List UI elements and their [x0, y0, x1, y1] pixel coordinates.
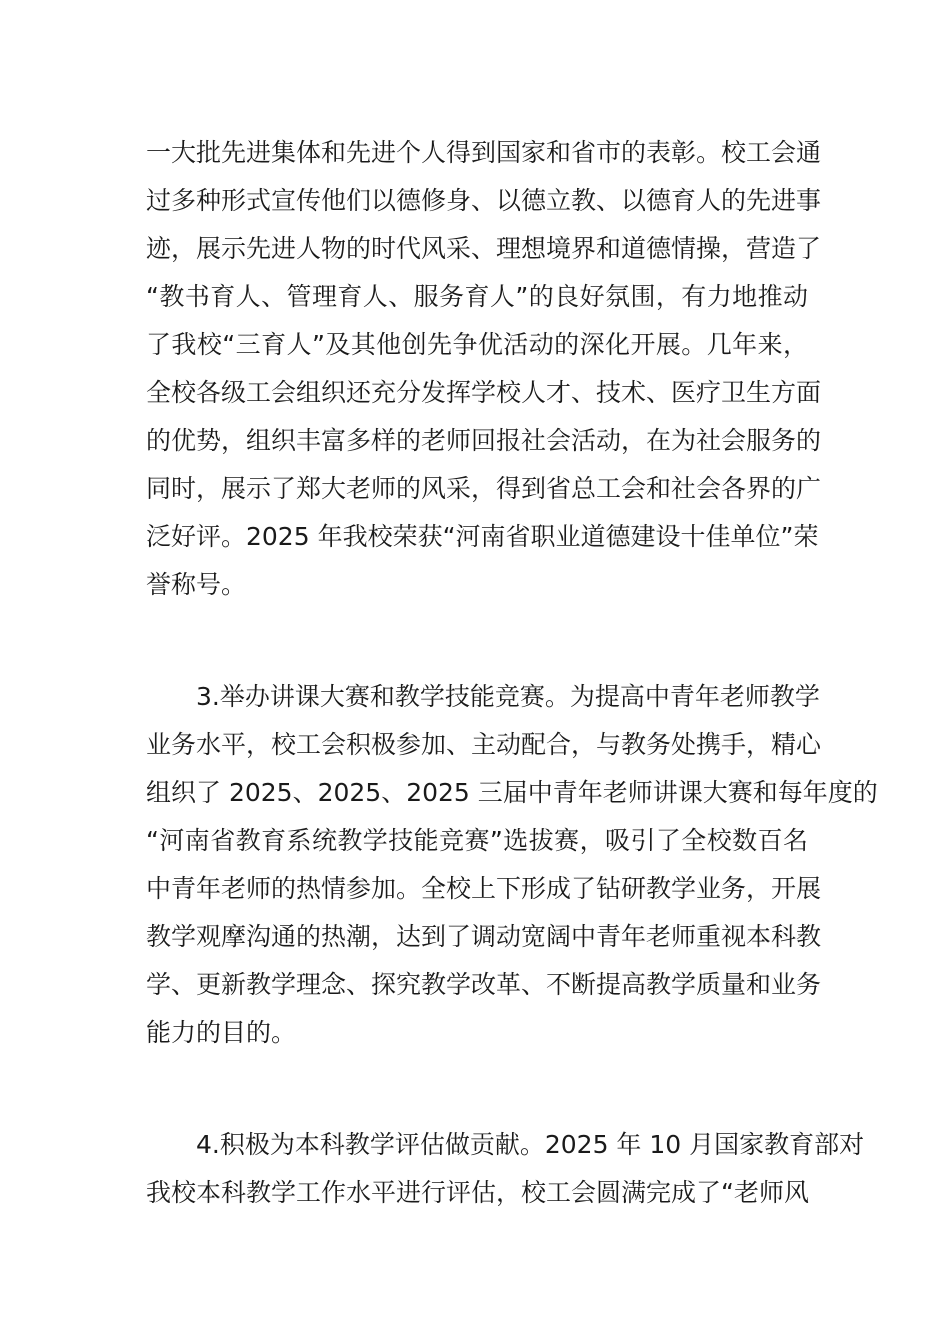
text-line: 学、更新教学理念、探究教学改革、不断提高教学质量和业务: [146, 970, 822, 999]
text-line: 3.举办讲课大赛和教学技能竞赛。为提高中青年老师教学: [196, 682, 820, 711]
text-line: “河南省教育系统教学技能竞赛”选拔赛，吸引了全校数百名: [146, 826, 808, 855]
text-line: 一大批先进集体和先进个人得到国家和省市的表彰。校工会通: [146, 138, 822, 167]
text-line: 誉称号。: [146, 570, 247, 599]
text-line: 迹，展示先进人物的时代风采、理想境界和道德情操，营造了: [146, 234, 822, 263]
text-line: 过多种形式宣传他们以德修身、以德立教、以德育人的先进事: [146, 186, 822, 215]
text-line: 的优势，组织丰富多样的老师回报社会活动，在为社会服务的: [146, 426, 822, 455]
text-line: 能力的目的。: [146, 1018, 297, 1047]
text-line: 教学观摩沟通的热潮，达到了调动宽阔中青年老师重视本科教: [146, 922, 822, 951]
text-line: 4.积极为本科教学评估做贡献。2025 年 10 月国家教育部对: [196, 1130, 865, 1159]
text-line: 业务水平，校工会积极参加、主动配合，与教务处携手，精心: [146, 730, 822, 759]
text-line: 同时，展示了郑大老师的风采，得到省总工会和社会各界的广: [146, 474, 822, 503]
text-line: 我校本科教学工作水平进行评估，校工会圆满完成了“老师风: [146, 1178, 809, 1207]
text-line: 了我校“三育人”及其他创先争优活动的深化开展。几年来，: [146, 330, 808, 359]
text-line: 中青年老师的热情参加。全校上下形成了钻研教学业务，开展: [146, 874, 822, 903]
text-line: 组织了 2025、2025、2025 三届中青年老师讲课大赛和每年度的: [146, 778, 878, 807]
text-line: “教书育人、管理育人、服务育人”的良好氛围，有力地推动: [146, 282, 808, 311]
text-line: 泛好评。2025 年我校荣获“河南省职业道德建设十佳单位”荣: [146, 522, 819, 551]
text-line: 全校各级工会组织还充分发挥学校人才、技术、医疗卫生方面: [146, 378, 822, 407]
